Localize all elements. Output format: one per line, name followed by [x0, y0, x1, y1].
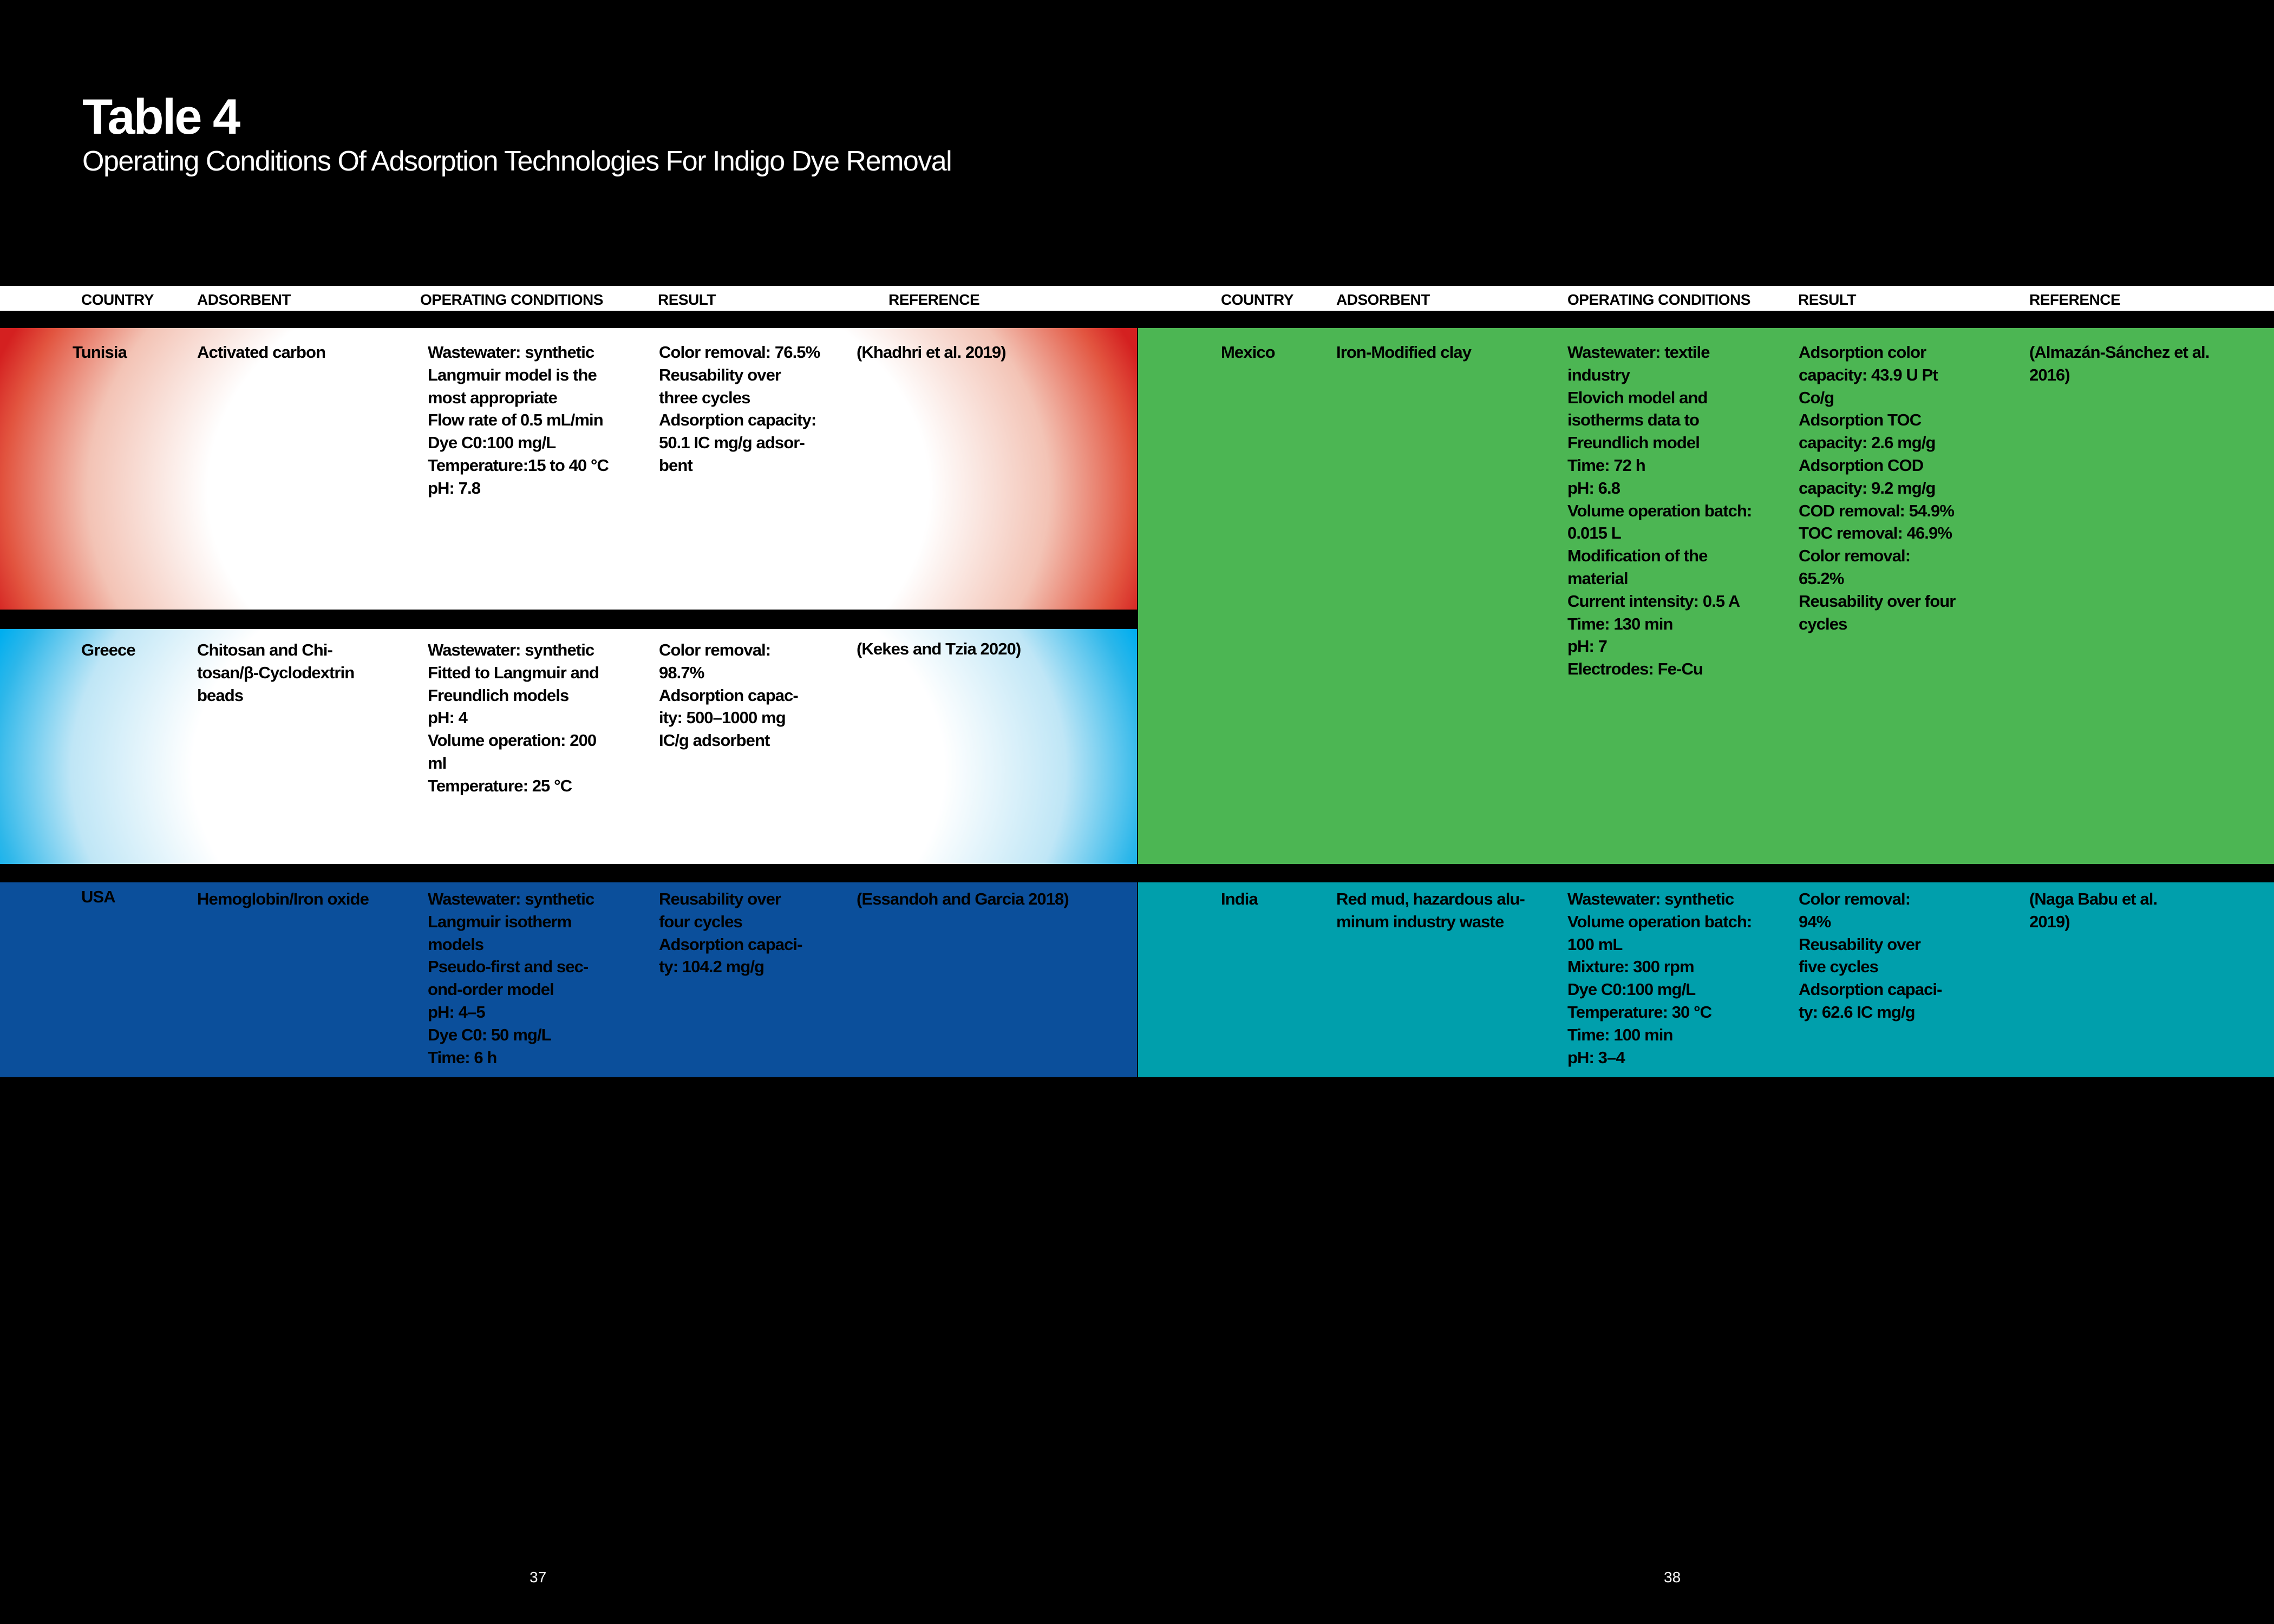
header-adsorbent-right: ADSORBENT: [1336, 291, 1430, 308]
cell-reference: (Almazán-Sánchez et al. 2016): [2029, 343, 2210, 384]
header-reference-right: REFERENCE: [2029, 291, 2121, 308]
header-reference-left: REFERENCE: [888, 291, 980, 308]
cell-adsorbent: Activated carbon: [197, 343, 326, 362]
table-row-greece: [0, 629, 1137, 864]
cell-result: Color removal: 94% Reusability over five cycles Adsorption capaci- ty: 62.6 IC mg/g: [1799, 889, 1942, 1021]
cell-country: Mexico: [1221, 343, 1275, 362]
cell-reference: (Essandoh and Garcia 2018): [857, 889, 1069, 908]
cell-conditions: Wastewater: synthetic Fitted to Langmuir and Freundlich models pH: 4 Volume operation: 200 ml Temperature: 25 °C: [428, 640, 599, 795]
cell-conditions: Wastewater: textile industry Elovich model and isotherms data to Freundlich model Time: 72 h pH: 6.8 Volume operation batch: 0.015 L Modification of the material Current intensity: 0.5 A Time: 130 min pH: 7 Electrodes: Fe-Cu: [1567, 343, 1752, 679]
table-row-india: [1138, 882, 2274, 1077]
table-title: Table 4: [82, 89, 239, 145]
header-result-right: RESULT: [1798, 291, 1856, 308]
cell-country: Tunisia: [73, 343, 127, 362]
cell-adsorbent: Hemoglobin/Iron oxide: [197, 889, 369, 908]
cell-country: USA: [81, 887, 115, 906]
cell-result: Reusability over four cycles Adsorption capaci- ty: 104.2 mg/g: [659, 889, 802, 977]
cell-adsorbent: Chitosan and Chi- tosan/β-Cyclodextrin beads: [197, 640, 355, 705]
cell-country: India: [1221, 889, 1258, 908]
cell-result: Color removal: 76.5% Reusability over three cycles Adsorption capacity: 50.1 IC mg/g adsor- bent: [659, 343, 820, 475]
page-number-right: 38: [1664, 1569, 1681, 1586]
cell-reference: (Khadhri et al. 2019): [857, 343, 1006, 362]
cell-result: Color removal: 98.7% Adsorption capac- ity: 500–1000 mg IC/g adsorbent: [659, 640, 798, 750]
header-conditions-left: OPERATING CONDITIONS: [420, 291, 603, 308]
header-country-left: COUNTRY: [81, 291, 154, 308]
cell-reference: (Naga Babu et al. 2019): [2029, 889, 2158, 931]
page-number-left: 37: [530, 1569, 547, 1586]
table-row-mexico: [1138, 328, 2274, 864]
header-adsorbent-left: ADSORBENT: [197, 291, 291, 308]
header-conditions-right: OPERATING CONDITIONS: [1567, 291, 1750, 308]
cell-conditions: Wastewater: synthetic Langmuir model is the most appropriate Flow rate of 0.5 mL/min Dye C0:100 mg/L Temperature:15 to 40 °C pH: 7.8: [428, 343, 609, 497]
table-row-usa: [0, 882, 1137, 1077]
cell-adsorbent: Red mud, hazardous alu- minum industry waste: [1336, 889, 1525, 931]
cell-result: Adsorption color capacity: 43.9 U Pt Co/g Adsorption TOC capacity: 2.6 mg/g Adsorption COD capacity: 9.2 mg/g COD removal: 54.9% TOC removal: 46.9% Color removal: 65.2% Reusability over four cycles: [1799, 343, 1956, 633]
cell-conditions: Wastewater: synthetic Langmuir isotherm models Pseudo-first and sec- ond-order model pH: 4–5 Dye C0: 50 mg/L Time: 6 h: [428, 889, 594, 1067]
header-country-right: COUNTRY: [1221, 291, 1293, 308]
cell-reference: (Kekes and Tzia 2020): [857, 639, 1021, 658]
cell-adsorbent: Iron-Modified clay: [1336, 343, 1472, 362]
table-subtitle: Operating Conditions Of Adsorption Technologies For Indigo Dye Removal: [82, 146, 952, 177]
table-row-tunisia: [0, 328, 1137, 610]
table-header: [0, 286, 2274, 311]
cell-country: Greece: [81, 640, 135, 659]
header-result-left: RESULT: [658, 291, 716, 308]
cell-conditions: Wastewater: synthetic Volume operation batch: 100 mL Mixture: 300 rpm Dye C0:100 mg/L Temperature: 30 °C Time: 100 min pH: 3–4: [1567, 889, 1752, 1067]
